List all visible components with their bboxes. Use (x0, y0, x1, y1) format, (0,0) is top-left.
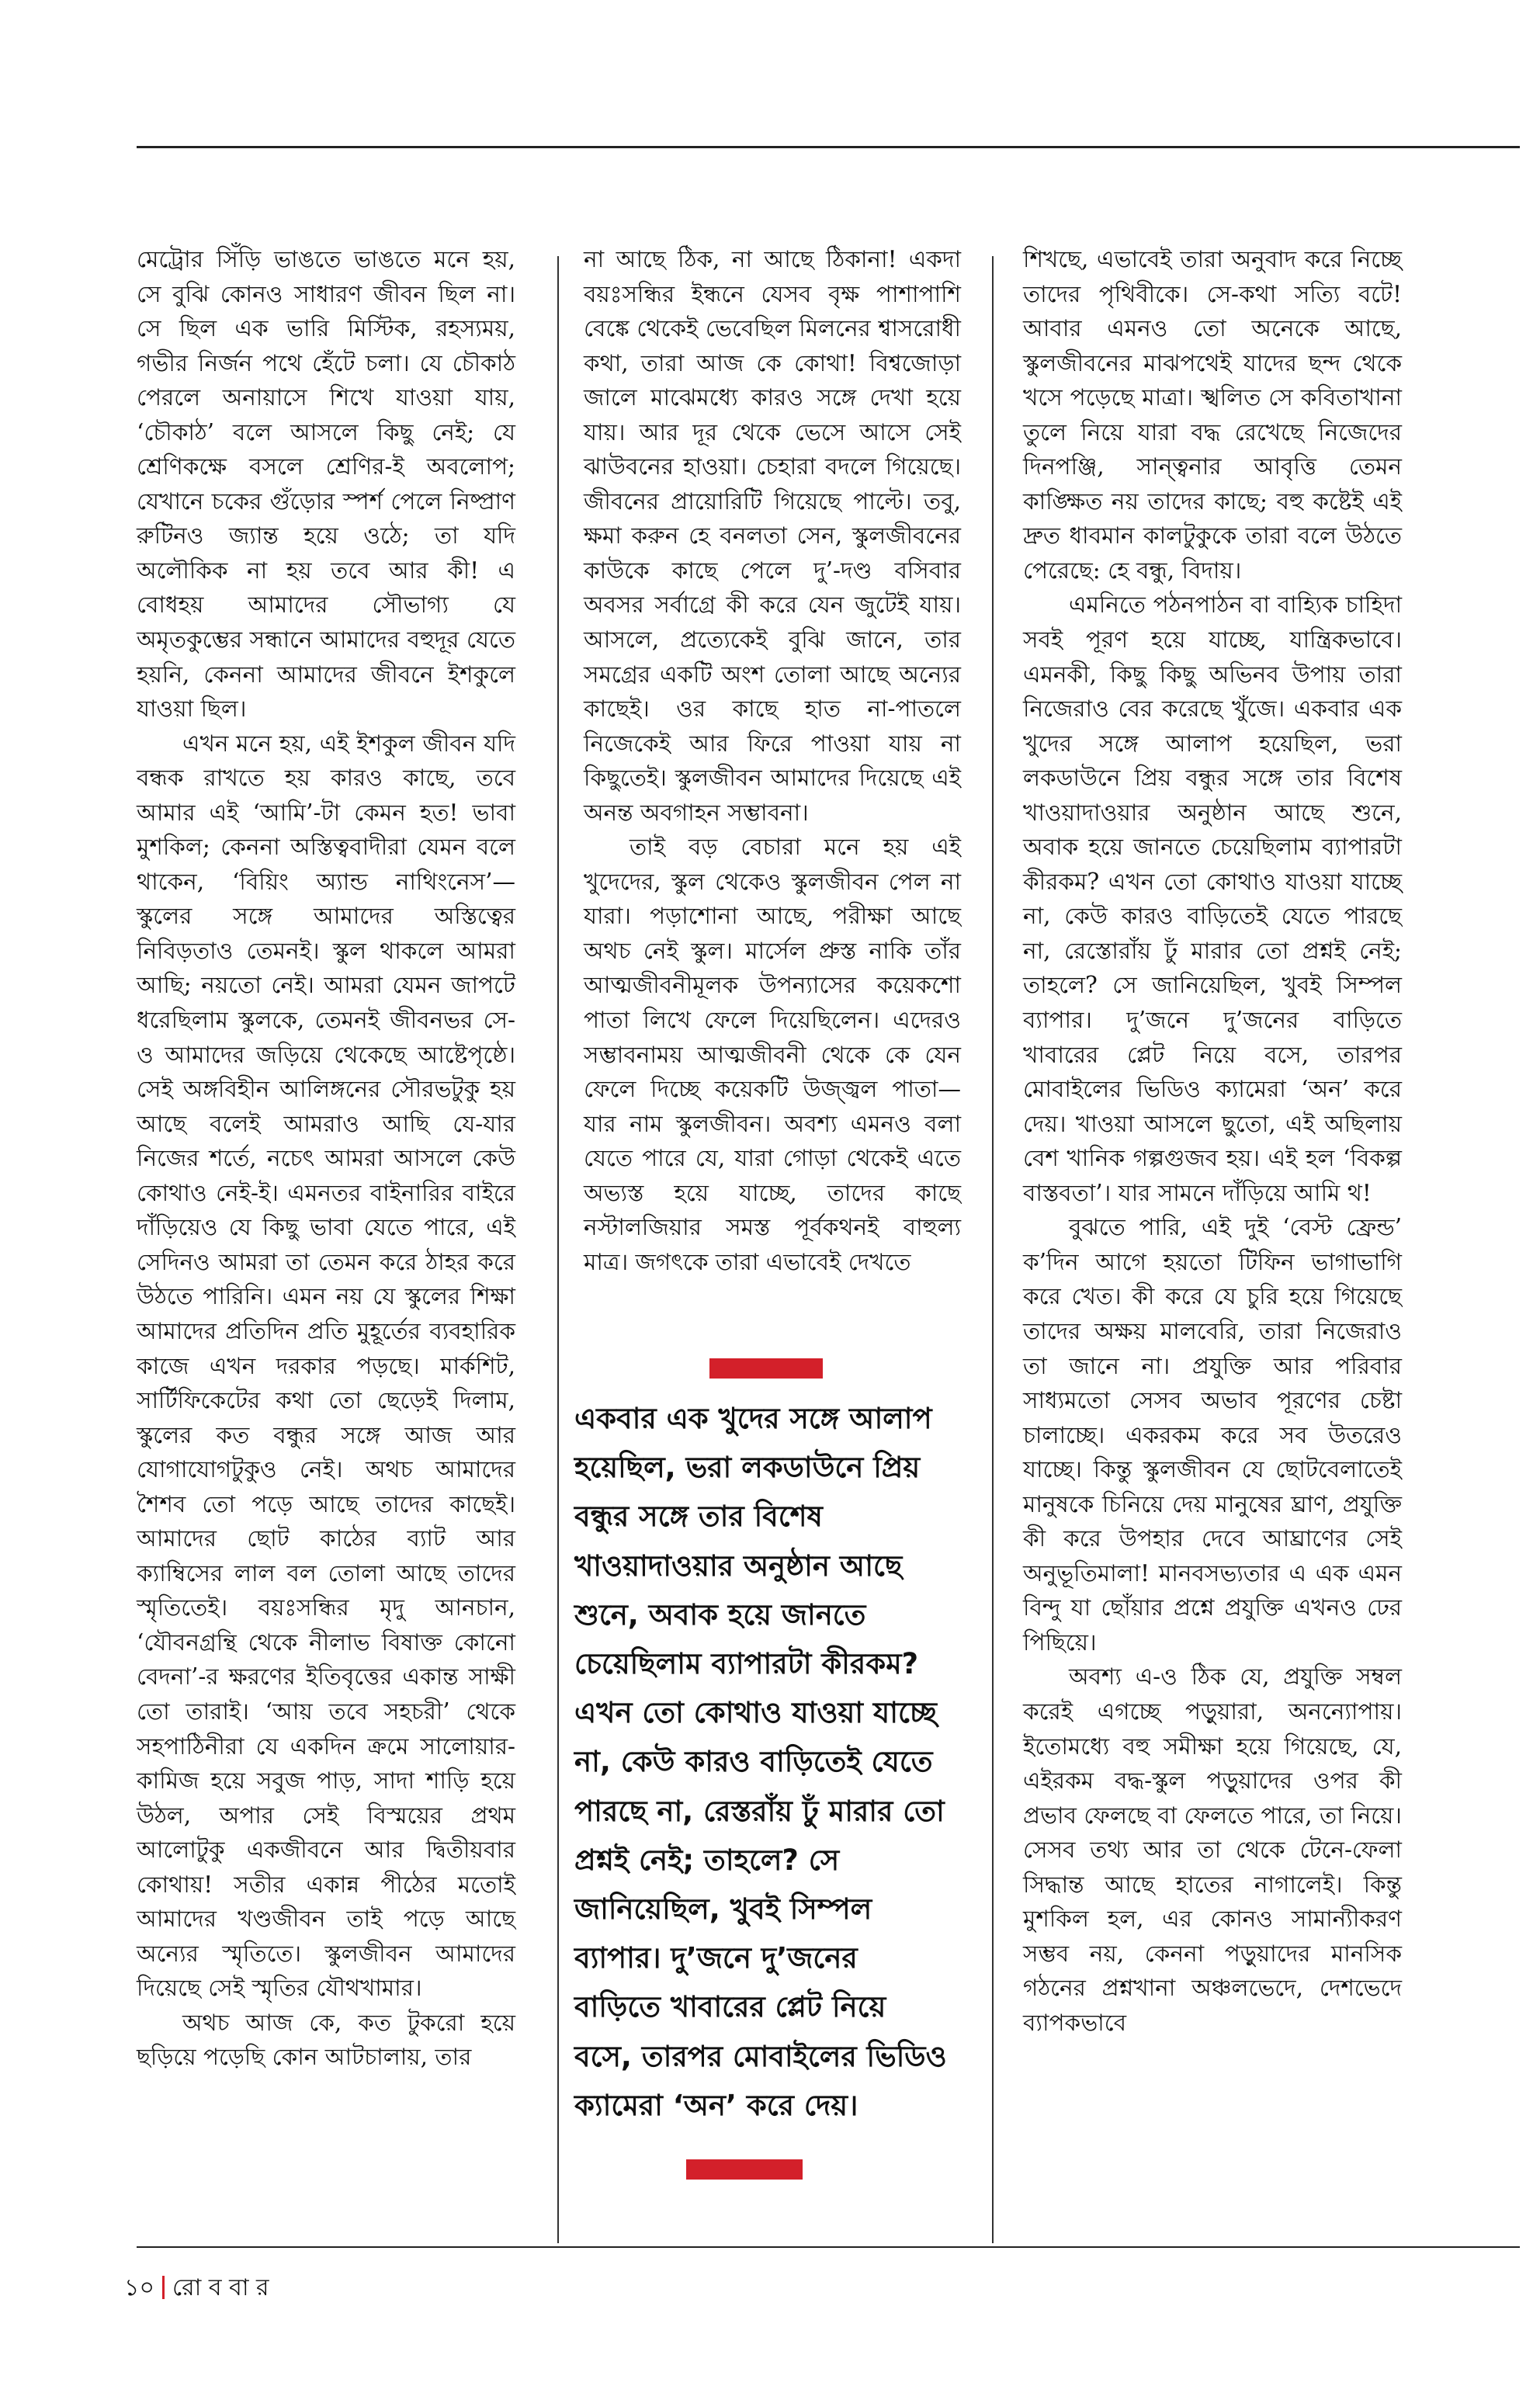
bottom-rule (137, 2246, 1520, 2248)
paragraph: অবশ্য এ-ও ঠিক যে, প্রযুক্তি সম্বল করেই এগচ্ছে পড়ুয়ারা, অনন্যোপায়। ইতোমধ্যে বহু সমীক্ষা হয়ে গিয়েছে, যে, এইরকম বদ্ধ-স্কুল পড়ুয়াদের ওপর কী প্রভাব ফেলছে বা ফেলতে পারে, তা নিয়ে। সেসব তথ্য আর তা থেকে টেনে-ফেলা সিদ্ধান্ত আছে হাতের নাগালেই। কিন্তু মুশকিল হল, এর কোনও সামান্যীকরণ সম্ভব নয়, কেননা পড়ুয়াদের মানসিক গঠনের প্রশ্নখানা অঞ্চলভেদে, দেশভেদে ব্যাপকভাবে (1023, 1663, 1402, 2036)
pull-quote-bottom-bar (686, 2159, 803, 2180)
column-divider (992, 256, 994, 2243)
pull-quote-top-bar (709, 1358, 823, 1379)
paragraph: তাই বড় বেচারা মনে হয় এই খুদেদের, স্কুল থেকেও স্কুলজীবন পেল না যারা। পড়াশোনা আছে, পরীক্ষা আছে অথচ নেই স্কুল। মার্সেল প্রুস্ত নাকি তাঁর আত্মজীবনীমূলক উপন্যাসের কয়েকশো পাতা লিখে ফেলে দিয়েছিলেন। এদেরও সম্ভাবনাময় আত্মজীবনী থেকে কে যেন ফেলে দিচ্ছে কয়েকটি উজ্জ্বল পাতা— যার নাম স্কুলজীবন। অবশ্য এমনও বলা যেতে পারে যে, যারা গোড়া থেকেই এতে অভ্যস্ত হয়ে যাচ্ছে, তাদের কাছে নস্টালজিয়ার সমস্ত পূর্বকথনই বাহুল্য মাত্র। জগৎকে তারা এভাবেই দেখতে (584, 834, 961, 1275)
article-column-2 (584, 242, 961, 1279)
top-rule (137, 146, 1520, 148)
footer-separator (162, 2276, 165, 2299)
article-column-3 (1023, 242, 1402, 2040)
column-divider (557, 256, 559, 2243)
publication-name: রো ব বা র (172, 2274, 269, 2301)
paragraph: এখন মনে হয়, এই ইশকুল জীবন যদি বন্ধক রাখতে হয় কারও কাছে, তবে আমার এই ‘আমি’-টা কেমন হত! ভাবা মুশকিল; কেননা অস্তিত্ববাদীরা যেমন বলে থাকেন, ‘বিয়িং অ্যান্ড নাথিংনেস’— স্কুলের সঙ্গে আমাদের অস্তিত্বের নিবিড়তাও তেমনই। স্কুল থাকলে আমরা আছি; নয়তো নেই। আমরা যেমন জাপটে ধরেছিলাম স্কুলকে, তেমনই জীবনভর সে-ও আমাদের জড়িয়ে থেকেছে আষ্টেপৃষ্ঠে। সেই অঙ্গবিহীন আলিঙ্গনের সৌরভটুকু হয় আছে বলেই আমরাও আছি যে-যার নিজের শর্তে, নচেৎ আমরা আসলে কেউ কোথাও নেই-ই। এমনতর বাইনারির বাইরে দাঁড়িয়েও যে কিছু ভাবা যেতে পারে, এই সেদিনও আমরা তা তেমন করে ঠাহর করে উঠতে পারিনি। এমন নয় যে স্কুলের শিক্ষা আমাদের প্রতিদিন প্রতি মুহূর্তের ব্যবহারিক কাজে এখন দরকার পড়ছে। মার্কশিট, সার্টিফিকেটের কথা তো ছেড়েই দিলাম, স্কুলের কত বন্ধুর সঙ্গে আজ আর যোগাযোগটুকুও নেই। অথচ আমাদের শৈশব তো পড়ে আছে তাদের কাছেই। আমাদের ছোট কাঠের ব্যাট আর ক্যাম্বিসের লাল বল তোলা আছে তাদের স্মৃতিতেই। বয়ঃসন্ধির মৃদু আনচান, ‘যৌবনগ্রন্থি থেকে নীলাভ বিষাক্ত কোনো বেদনা’-র ক্ষরণের ইতিবৃত্তের একান্ত সাক্ষী তো তারাই। ‘আয় তবে সহচরী’ থেকে সহপাঠিনীরা যে একদিন ক্রমে সালোয়ার-কামিজ হয়ে সবুজ পাড়, সাদা শাড়ি হয়ে উঠল, অপার সেই বিস্ময়ের প্রথম আলোটুকু একজীবনে আর দ্বিতীয়বার কোথায়! সতীর একান্ন পীঠের মতোই আমাদের খণ্ডজীবন তাই পড়ে আছে অন্যের স্মৃতিতে। স্কুলজীবন আমাদের দিয়েছে সেই স্মৃতির যৌথখামার। (137, 730, 515, 2002)
paragraph: শিখছে, এভাবেই তারা অনুবাদ করে নিচ্ছে তাদের পৃথিবীকে। সে-কথা সত্যি বটে! আবার এমনও তো অনেকে আছে, স্কুলজীবনের মাঝপথেই যাদের ছন্দ থেকে খসে পড়েছে মাত্রা। স্খলিত সে কবিতাখানা তুলে নিয়ে যারা বদ্ধ রেখেছে নিজেদের দিনপঞ্জি, সান্ত্বনার আবৃত্তি তেমন কাঙ্ক্ষিত নয় তাদের কাছে; বহু কষ্টেই এই দ্রুত ধাবমান কালটুকুকে তারা বলে উঠতে পেরেছে: হে বন্ধু, বিদায়। (1023, 246, 1402, 584)
paragraph: মেট্রোর সিঁড়ি ভাঙতে ভাঙতে মনে হয়, সে বুঝি কোনও সাধারণ জীবন ছিল না। সে ছিল এক ভারি মিস্টিক, রহস্যময়, গভীর নির্জন পথে হেঁটে চলা। যে চৌকাঠ পেরলে অনায়াসে শিখে যাওয়া যায়, ‘চৌকাঠ’ বলে আসলে কিছু নেই; যে শ্রেণিকক্ষে বসলে শ্রেণির-ই অবলোপ; যেখানে চকের গুঁড়োর স্পর্শ পেলে নিষ্প্রাণ রুটিনও জ্যান্ত হয়ে ওঠে; তা যদি অলৌকিক না হয় তবে আর কী! এ বোধহয় আমাদের সৌভাগ্য যে অমৃতকুম্ভের সন্ধানে আমাদের বহুদূর যেতে হয়নি, কেননা আমাদের জীবনে ইশকুলে যাওয়া ছিল। (137, 246, 515, 723)
paragraph: এমনিতে পঠনপাঠন বা বাহ্যিক চাহিদা সবই পূরণ হয়ে যাচ্ছে, যান্ত্রিকভাবে। এমনকী, কিছু কিছু অভিনব উপায় তারা নিজেরাও বের করেছে খুঁজে। একবার এক খুদের সঙ্গে আলাপ হয়েছিল, ভরা লকডাউনে প্রিয় বন্ধুর সঙ্গে তার বিশেষ খাওয়াদাওয়ার অনুষ্ঠান আছে শুনে, অবাক হয়ে জানতে চেয়েছিলাম ব্যাপারটা কীরকম? এখন তো কোথাও যাওয়া যাচ্ছে না, কেউ কারও বাড়িতেই যেতে পারছে না, রেস্তোরাঁয় ঢুঁ মারার তো প্রশ্নই নেই; তাহলে? সে জানিয়েছিল, খুবই সিম্পল ব্যাপার। দু’জনে দু’জনের বাড়িতে খাবারের প্লেট নিয়ে বসে, তারপর মোবাইলের ভিডিও ক্যামেরা ‘অন’ করে দেয়। খাওয়া আসলে ছুতো, এই অছিলায় বেশ খানিক গল্পগুজব হয়। এই হল ‘বিকল্প বাস্তবতা’। যার সামনে দাঁড়িয়ে আমি থ! (1023, 591, 1402, 1206)
paragraph: না আছে ঠিক, না আছে ঠিকানা! একদা বয়ঃসন্ধির ইন্ধনে যেসব বৃক্ষ পাশাপাশি বেঙ্কে থেকেই ভেবেছিল মিলনের শ্বাসরোধী কথা, তারা আজ কে কোথা! বিশ্বজোড়া জালে মাঝেমধ্যে কারও সঙ্গে দেখা হয়ে যায়। আর দূর থেকে ভেসে আসে সেই ঝাউবনের হাওয়া। চেহারা বদলে গিয়েছে। জীবনের প্রায়োরিটি গিয়েছে পাল্টে। তবু, ক্ষমা করুন হে বনলতা সেন, স্কুলজীবনের কাউকে কাছে পেলে দু’-দণ্ড বসিবার অবসর সর্বাগ্রে কী করে যেন জুটেই যায়। আসলে, প্রত্যেকেই বুঝি জানে, তার সমগ্রের একটি অংশ তোলা আছে অন্যের কাছেই। ওর কাছে হাত না-পাতলে নিজেকেই আর ফিরে পাওয়া যায় না কিছুতেই। স্কুলজীবন আমাদের দিয়েছে এই অনন্ত অবগাহন সম্ভাবনা। (584, 246, 961, 826)
article-column-1 (137, 242, 515, 2075)
pull-quote: একবার এক খুদের সঙ্গে আলাপ হয়েছিল, ভরা লকডাউনে প্রিয় বন্ধুর সঙ্গে তার বিশেষ খাওয়াদাওয়ার অনুষ্ঠান আছে শুনে, অবাক হয়ে জানতে চেয়েছিলাম ব্যাপারটা কীরকম? এখন তো কোথাও যাওয়া যাচ্ছে না, কেউ কারও বাড়িতেই যেতে পারছে না, রেস্তরাঁয় ঢুঁ মারার তো প্রশ্নই নেই; তাহলে? সে জানিয়েছিল, খুবই সিম্পল ব্যাপার। দু’জনে দু’জনের বাড়িতে খাবারের প্লেট নিয়ে বসে, তারপর মোবাইলের ভিডিও ক্যামেরা ‘অন’ করে দেয়। (574, 1402, 947, 2122)
page-number: ১০ (124, 2274, 154, 2301)
paragraph: বুঝতে পারি, এই দুই ‘বেস্ট ফ্রেন্ড’ ক’দিন আগে হয়তো টিফিন ভাগাভাগি করে খেত। কী করে যে চুরি হয়ে গিয়েছে তাদের অক্ষয় মালবেরি, তারা নিজেরাও তা জানে না। প্রযুক্তি আর পরিবার সাধ্যমতো সেসব অভাব পূরণের চেষ্টা চালাচ্ছে। একরকম করে সব উতরেও যাচ্ছে। কিন্তু স্কুলজীবন যে ছোটবেলাতেই মানুষকে চিনিয়ে দেয় মানুষের ঘ্রাণ, প্রযুক্তি কী করে উপহার দেবে আঘ্রাণের সেই অনুভূতিমালা! মানবসভ্যতার এ এক এমন বিন্দু যা ছোঁয়ার প্রশ্নে প্রযুক্তি এখনও ঢের পিছিয়ে। (1023, 1214, 1402, 1656)
page-footer (124, 2271, 269, 2305)
paragraph: অথচ আজ কে, কত টুকরো হয়ে ছড়িয়ে পড়েছি কোন আটচালায়, তার (137, 2009, 515, 2071)
